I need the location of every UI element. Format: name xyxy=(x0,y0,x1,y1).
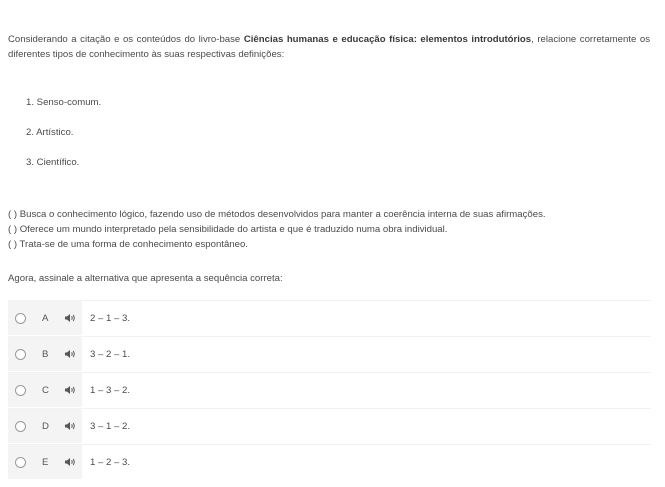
statement: ( ) Oferece um mundo interpretado pela sensibilidade do artista e que é traduzido numa obra individual. xyxy=(8,224,448,235)
option-left-panel xyxy=(8,373,82,407)
answer-option-c[interactable] xyxy=(8,372,651,407)
radio-icon[interactable] xyxy=(15,421,26,432)
option-left-panel xyxy=(8,337,82,371)
option-letter: E xyxy=(42,456,49,468)
question-intro: Considerando a citação e os conteúdos do livro-base xyxy=(8,34,244,45)
radio-icon[interactable] xyxy=(15,457,26,468)
option-left-panel xyxy=(8,301,82,335)
option-text: 2 – 1 – 3. xyxy=(90,312,131,324)
statement: ( ) Busca o conhecimento lógico, fazendo uso de métodos desenvolvidos para manter a coerência interna de suas afirmações. xyxy=(8,209,546,220)
statements-list xyxy=(8,207,546,252)
answer-option-d[interactable] xyxy=(8,408,651,443)
option-text: 1 – 2 – 3. xyxy=(90,456,131,468)
question-prompt xyxy=(8,33,650,62)
speaker-icon[interactable] xyxy=(64,385,76,395)
answer-options xyxy=(8,300,651,480)
speaker-icon[interactable] xyxy=(64,313,76,323)
list-item: 1. Senso-comum. xyxy=(26,97,102,108)
list-item: 3. Científico. xyxy=(26,157,80,168)
answer-option-a[interactable] xyxy=(8,300,651,335)
option-letter: D xyxy=(42,420,49,432)
option-letter: A xyxy=(42,312,49,324)
radio-icon[interactable] xyxy=(15,349,26,360)
speaker-icon[interactable] xyxy=(64,349,76,359)
list-item: 2. Artístico. xyxy=(26,127,74,138)
knowledge-types-list xyxy=(26,97,101,187)
answer-option-b[interactable] xyxy=(8,336,651,371)
statement: ( ) Trata-se de uma forma de conhecimento espontâneo. xyxy=(8,239,248,250)
option-text: 3 – 2 – 1. xyxy=(90,348,131,360)
speaker-icon[interactable] xyxy=(64,457,76,467)
radio-icon[interactable] xyxy=(15,313,26,324)
radio-icon[interactable] xyxy=(15,385,26,396)
option-left-panel xyxy=(8,409,82,443)
option-letter: B xyxy=(42,348,49,360)
speaker-icon[interactable] xyxy=(64,421,76,431)
book-title: Ciências humanas e educação física: elementos introdutórios xyxy=(243,34,532,45)
option-text: 1 – 3 – 2. xyxy=(90,384,131,396)
option-letter: C xyxy=(42,384,49,396)
question-intro-end: , relacione corretamente os diferentes tipos de conhecimento às suas respectivas definições: xyxy=(8,34,650,60)
instruction-text: Agora, assinale a alternativa que apresenta a sequência correta: xyxy=(8,273,283,284)
option-text: 3 – 1 – 2. xyxy=(90,420,131,432)
answer-option-e[interactable] xyxy=(8,444,651,479)
option-left-panel xyxy=(8,445,82,479)
